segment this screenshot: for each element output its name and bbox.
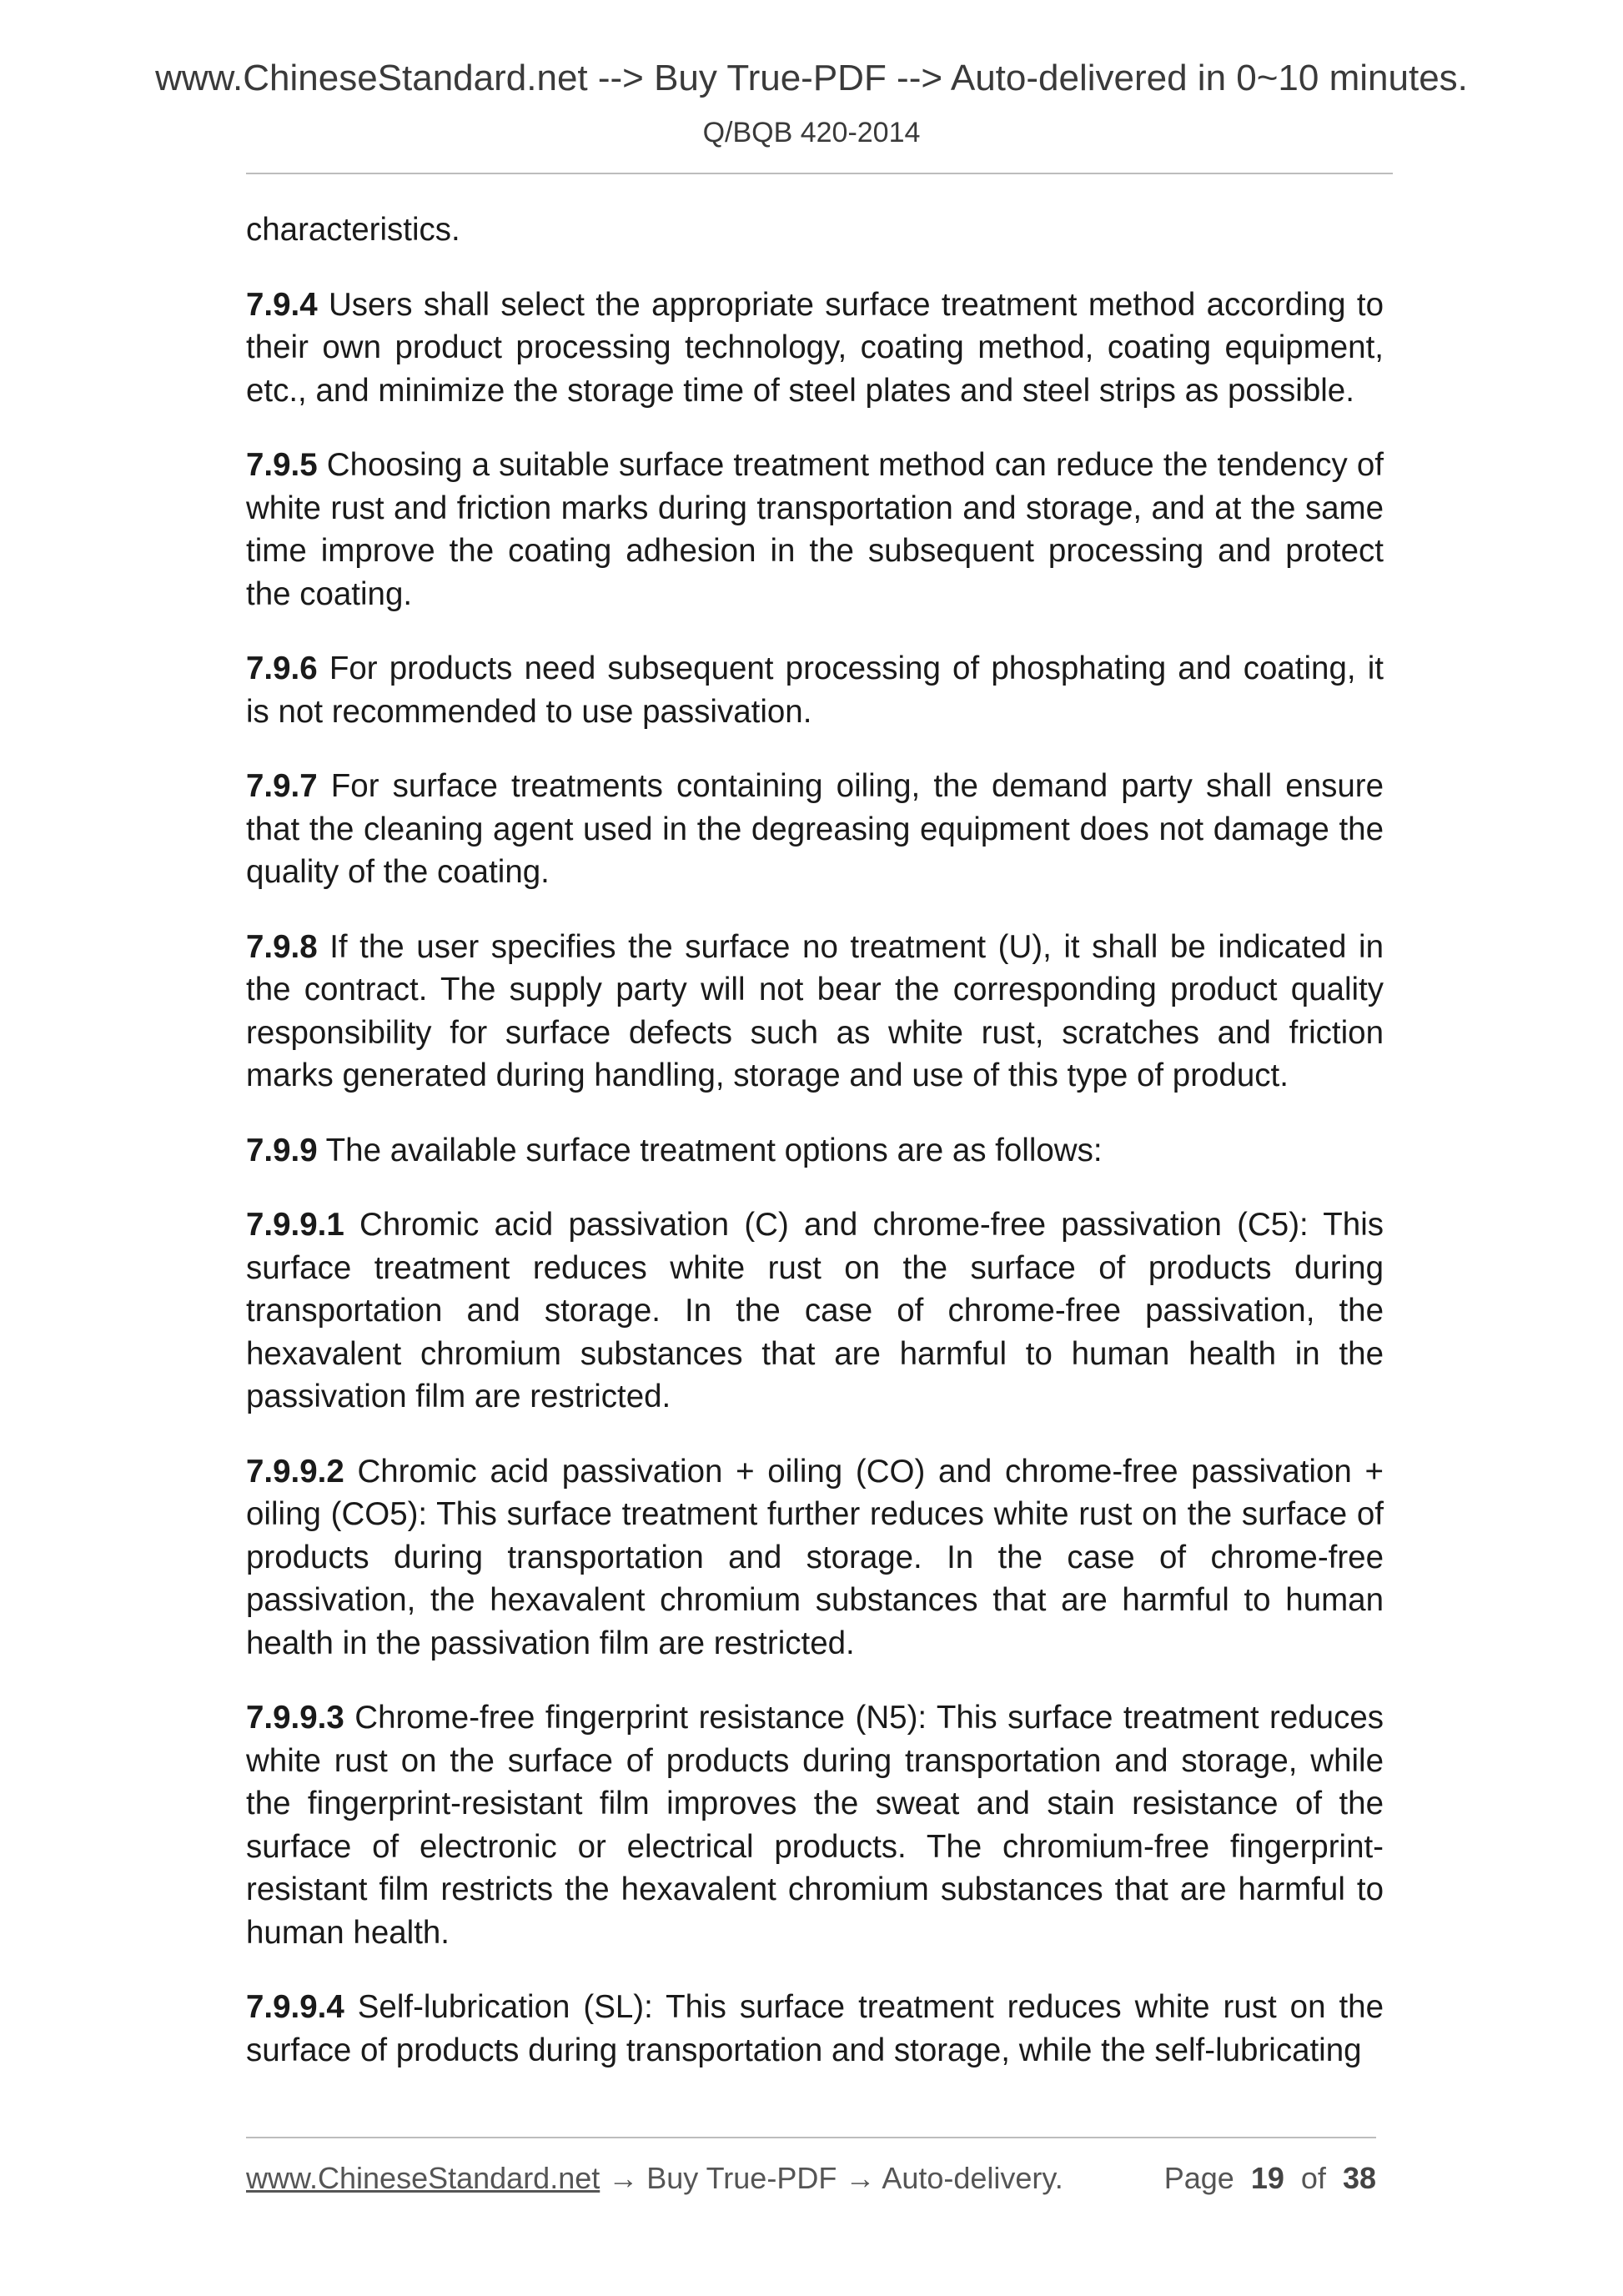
clause-7-9-4 — [246, 284, 1384, 413]
clause-number: 7.9.4 — [246, 286, 318, 323]
of-label: of — [1300, 2161, 1326, 2195]
clause-7-9-9-4 — [246, 1986, 1384, 2072]
clause-text: If the user specifies the surface no treatment (U), it shall be indicated in the contract. The supply party will not bear the corresponding product quality responsibility for surface defects such as white rust, scratches and friction marks generated during handling, storage and use of this type of product. — [246, 928, 1384, 1093]
clause-7-9-7 — [246, 765, 1384, 894]
clause-7-9-9-1 — [246, 1203, 1384, 1419]
clause-text: Choosing a suitable surface treatment method can reduce the tendency of white rust and friction marks during transportation and storage, and at the same time improve the coating adhesion in the subsequent processing and protect the coating. — [246, 447, 1384, 612]
footer-source — [246, 2163, 1063, 2193]
document-code: Q/BQB 420-2014 — [702, 117, 921, 148]
footer-delivery-text: → Buy True-PDF → Auto-delivery. — [600, 2161, 1063, 2195]
clause-number: 7.9.9.4 — [246, 1989, 344, 2025]
clause-text: Self-lubrication (SL): This surface treatment reduces white rust on the surface of products during transportation and storage, while the self-lubricating — [246, 1989, 1384, 2068]
clause-text: Chromic acid passivation + oiling (CO) and chrome-free passivation + oiling (CO5): This surface treatment further reduces white rust on the surface of products during transportation and storage. In the case of chrome-free passivation, the hexavalent chromium substances that are harmful to human health in the passivation film are restricted. — [246, 1453, 1384, 1661]
clause-number: 7.9.8 — [246, 928, 318, 965]
clause-text: Chromic acid passivation (C) and chrome-free passivation (C5): This surface treatment reduces white rust on the surface of products during transportation and storage. In the case of chrome-free passivation, the hexavalent chromium substances that are harmful to human health in the passivation film are restricted. — [246, 1207, 1384, 1414]
clause-number: 7.9.9.3 — [246, 1700, 344, 1736]
document-body — [246, 208, 1384, 2103]
header-divider — [246, 173, 1393, 174]
page-number — [1164, 2163, 1376, 2193]
clause-number: 7.9.9 — [246, 1132, 318, 1168]
current-page: 19 — [1250, 2161, 1284, 2195]
clause-number: 7.9.6 — [246, 651, 318, 686]
clause-text: The available surface treatment options are as follows: — [325, 1132, 1103, 1168]
clause-7-9-9-2 — [246, 1450, 1384, 1665]
clause-text: For products need subsequent processing of phosphating and coating, it is not recommended to use passivation. — [246, 651, 1384, 730]
clause-number: 7.9.9.1 — [246, 1207, 344, 1243]
continuation-text: characteristics. — [246, 212, 460, 248]
clause-7-9-9 — [246, 1129, 1384, 1173]
clause-7-9-9-3 — [246, 1696, 1384, 1954]
clause-number: 7.9.9.2 — [246, 1453, 344, 1490]
source-banner: www.ChineseStandard.net --> Buy True-PDF --> Auto-delivered in 0~10 minutes. — [155, 58, 1468, 98]
clause-number: 7.9.7 — [246, 768, 318, 804]
clause-7-9-5 — [246, 444, 1384, 615]
clause-text: Users shall select the appropriate surface treatment method according to their own product processing technology, coating method, coating equipment, etc., and minimize the storage time of steel plates and steel strips as possible. — [246, 286, 1384, 409]
page-label: Page — [1163, 2161, 1234, 2195]
footer-divider — [246, 2137, 1376, 2138]
total-pages: 38 — [1342, 2161, 1376, 2195]
clause-text: Chrome-free fingerprint resistance (N5): This surface treatment reduces white rust on the surface of products during transportation and storage, while the fingerprint-resistant film improves the sweat and stain resistance of the surface of electronic or electrical products. The chromium-free fingerprint-resistant film restricts the hexavalent chromium substances that are harmful to human health. — [246, 1700, 1384, 1951]
clause-7-9-6 — [246, 647, 1384, 733]
clause-text: For surface treatments containing oiling, the demand party shall ensure that the cleaning agent used in the degreasing equipment does not damage the quality of the coating. — [246, 768, 1384, 890]
clause-number: 7.9.5 — [246, 447, 318, 483]
clause-7-9-8 — [246, 926, 1384, 1098]
footer-site-link[interactable]: www.ChineseStandard.net — [246, 2161, 600, 2195]
